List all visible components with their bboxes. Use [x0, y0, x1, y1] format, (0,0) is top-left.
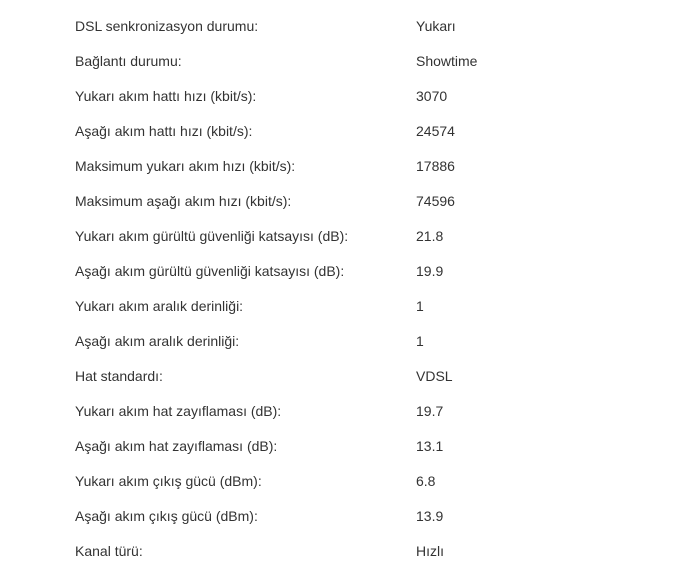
upstream-line-rate-value: 3070 — [416, 88, 448, 104]
row-dsl-sync-status — [75, 9, 635, 44]
line-standard-value: VDSL — [416, 368, 453, 384]
max-downstream-rate-value: 74596 — [416, 193, 455, 209]
upstream-output-power-label: Yukarı akım çıkış gücü (dBm): — [75, 473, 262, 489]
downstream-attenuation-label: Aşağı akım hat zayıflaması (dB): — [75, 438, 278, 454]
max-downstream-rate-label: Maksimum aşağı akım hızı (kbit/s): — [75, 193, 292, 209]
row-upstream-attenuation — [75, 394, 635, 429]
upstream-attenuation-value: 19.7 — [416, 403, 444, 419]
downstream-line-rate-label: Aşağı akım hattı hızı (kbit/s): — [75, 123, 253, 139]
line-standard-label: Hat standardı: — [75, 368, 163, 384]
row-line-standard — [75, 359, 635, 394]
row-upstream-noise-margin — [75, 219, 635, 254]
downstream-output-power-label: Aşağı akım çıkış gücü (dBm): — [75, 508, 258, 524]
row-downstream-output-power — [75, 499, 635, 534]
upstream-interleave-depth-label: Yukarı akım aralık derinliği: — [75, 298, 244, 314]
dsl-sync-status-label: DSL senkronizasyon durumu: — [75, 18, 259, 34]
downstream-noise-margin-value: 19.9 — [416, 263, 444, 279]
dsl-status-table — [75, 9, 635, 569]
row-downstream-attenuation — [75, 429, 635, 464]
upstream-output-power-value: 6.8 — [416, 473, 436, 489]
upstream-line-rate-label: Yukarı akım hattı hızı (kbit/s): — [75, 88, 257, 104]
row-connection-status — [75, 44, 635, 79]
upstream-noise-margin-label: Yukarı akım gürültü güvenliği katsayısı (dB): — [75, 228, 349, 244]
downstream-attenuation-value: 13.1 — [416, 438, 444, 454]
connection-status-value: Showtime — [416, 53, 478, 69]
max-upstream-rate-value: 17886 — [416, 158, 455, 174]
row-upstream-output-power — [75, 464, 635, 499]
row-max-downstream-rate — [75, 184, 635, 219]
row-upstream-line-rate — [75, 79, 635, 114]
upstream-attenuation-label: Yukarı akım hat zayıflaması (dB): — [75, 403, 282, 419]
row-max-upstream-rate — [75, 149, 635, 184]
row-downstream-noise-margin — [75, 254, 635, 289]
downstream-output-power-value: 13.9 — [416, 508, 444, 524]
dsl-sync-status-value: Yukarı — [416, 18, 456, 34]
channel-type-label: Kanal türü: — [75, 543, 143, 559]
downstream-noise-margin-label: Aşağı akım gürültü güvenliği katsayısı (dB): — [75, 263, 345, 279]
upstream-noise-margin-value: 21.8 — [416, 228, 444, 244]
downstream-line-rate-value: 24574 — [416, 123, 455, 139]
row-downstream-interleave-depth — [75, 324, 635, 359]
connection-status-label: Bağlantı durumu: — [75, 53, 182, 69]
row-downstream-line-rate — [75, 114, 635, 149]
downstream-interleave-depth-label: Aşağı akım aralık derinliği: — [75, 333, 240, 349]
upstream-interleave-depth-value: 1 — [416, 298, 424, 314]
row-upstream-interleave-depth — [75, 289, 635, 324]
downstream-interleave-depth-value: 1 — [416, 333, 424, 349]
max-upstream-rate-label: Maksimum yukarı akım hızı (kbit/s): — [75, 158, 296, 174]
channel-type-value: Hızlı — [416, 543, 444, 559]
row-channel-type — [75, 534, 635, 569]
